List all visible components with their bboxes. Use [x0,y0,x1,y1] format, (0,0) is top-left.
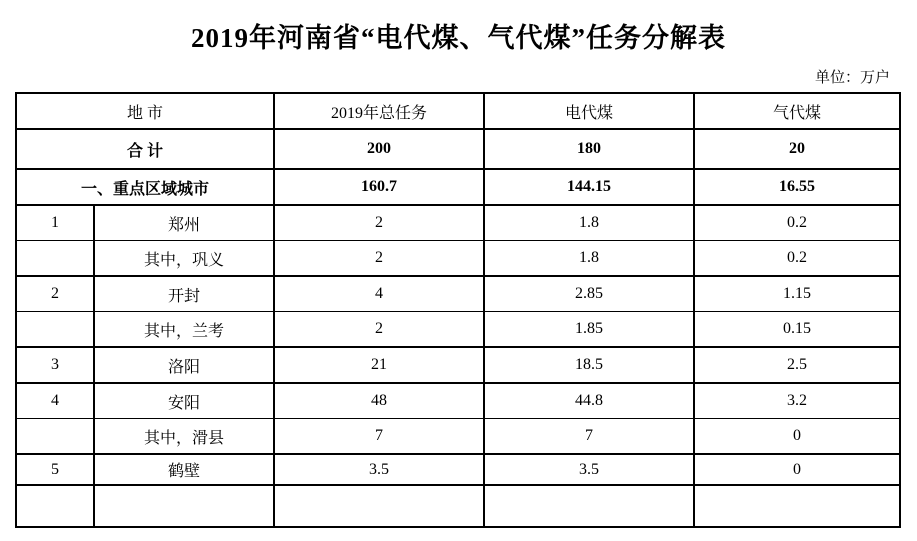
cell-electric: 1.8 [484,241,694,277]
cell-num [16,312,94,348]
cell-total: 2 [274,312,484,348]
cell-num: 3 [16,347,94,383]
cell-num [16,419,94,455]
cell-num [16,241,94,277]
cell-name: 合 计 [16,129,274,169]
cell-total: 4 [274,276,484,312]
cell-electric: 44.8 [484,383,694,419]
cell-total: 2 [274,205,484,241]
cell-gas: 0 [694,454,900,485]
table-row [16,205,900,241]
cell-total: 2 [274,241,484,277]
table-header-row [16,93,900,129]
cell-electric: 180 [484,129,694,169]
cell-electric: 18.5 [484,347,694,383]
cell-total: 3.5 [274,454,484,485]
table-row-clipped [16,485,900,527]
cell-num [16,485,94,527]
cell-total: 7 [274,419,484,455]
cell-gas: 0.2 [694,241,900,277]
cell-name: 安阳 [94,383,274,419]
cell-gas: 16.55 [694,169,900,205]
cell-electric: 1.85 [484,312,694,348]
cell-num: 1 [16,205,94,241]
cell-gas: 20 [694,129,900,169]
cell-name: 郑州 [94,205,274,241]
cell-gas: 3.2 [694,383,900,419]
unit-label: 单位：万户 [814,69,890,86]
cell-total: 200 [274,129,484,169]
header-cell-gas: 气代煤 [694,93,900,129]
table-row [16,419,900,455]
cell-electric: 144.15 [484,169,694,205]
header-cell-total: 2019年总任务 [274,93,484,129]
cell-name: 其中，兰考 [94,312,274,348]
cell-total: 21 [274,347,484,383]
cell-name: 鹤壁 [94,454,274,485]
cell-num: 2 [16,276,94,312]
table-row [16,347,900,383]
table-row [16,276,900,312]
table-row-section [16,169,900,205]
cell-electric [484,485,694,527]
table-row-total [16,129,900,169]
cell-gas [694,485,900,527]
cell-electric: 1.8 [484,205,694,241]
cell-total: 48 [274,383,484,419]
cell-name: 洛阳 [94,347,274,383]
cell-gas: 0.15 [694,312,900,348]
table-row [16,312,900,348]
cell-gas: 0.2 [694,205,900,241]
task-table [15,92,901,528]
cell-name: 其中，滑县 [94,419,274,455]
cell-total [274,485,484,527]
table-row [16,383,900,419]
cell-gas: 2.5 [694,347,900,383]
header-cell-electric: 电代煤 [484,93,694,129]
table-row [16,454,900,485]
cell-name: 其中，巩义 [94,241,274,277]
cell-name: 开封 [94,276,274,312]
table-row [16,241,900,277]
cell-name: 一、重点区域城市 [16,169,274,205]
cell-electric: 7 [484,419,694,455]
page-title: 2019年河南省“电代煤、气代煤”任务分解表 [191,23,726,53]
cell-num: 5 [16,454,94,485]
cell-num: 4 [16,383,94,419]
header-cell-city: 地 市 [16,93,274,129]
cell-gas: 1.15 [694,276,900,312]
cell-name [94,485,274,527]
cell-electric: 2.85 [484,276,694,312]
cell-gas: 0 [694,419,900,455]
cell-electric: 3.5 [484,454,694,485]
cell-total: 160.7 [274,169,484,205]
